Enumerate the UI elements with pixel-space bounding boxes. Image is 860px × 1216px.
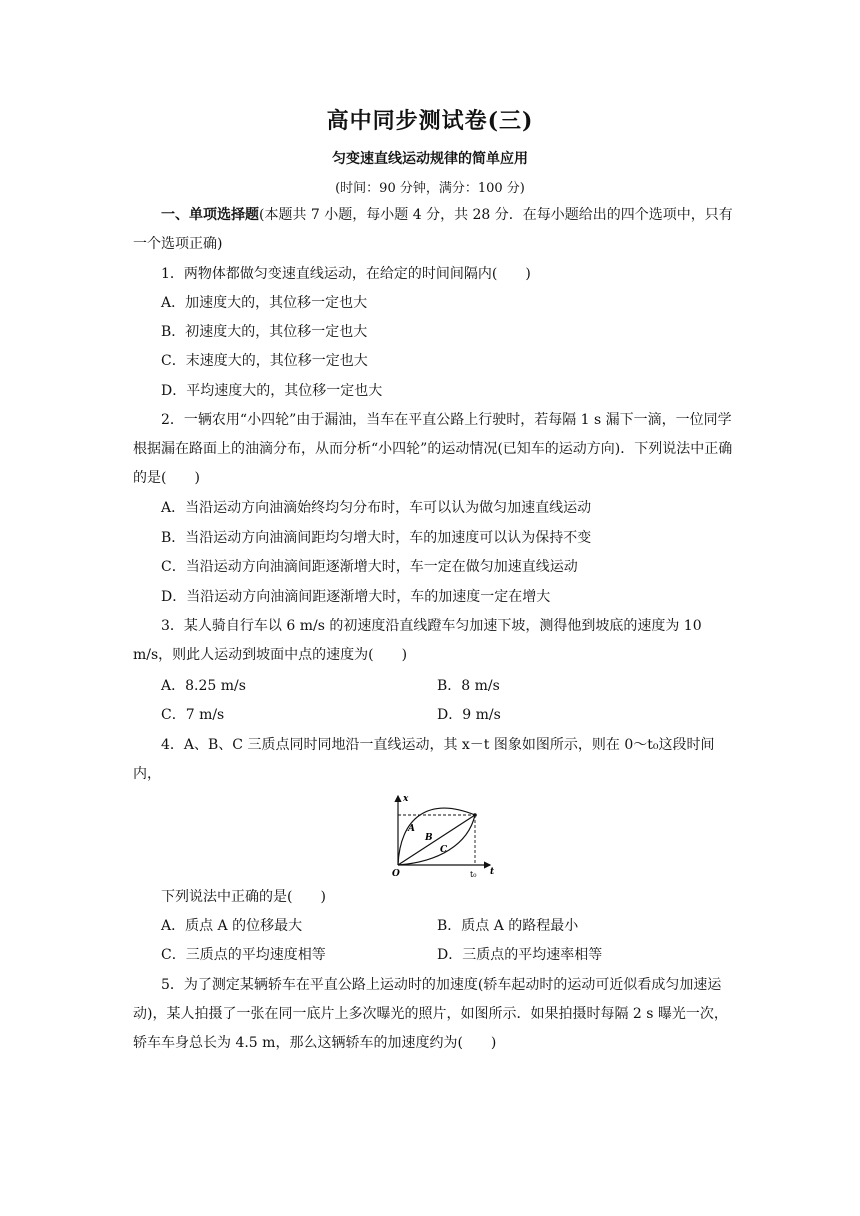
question-3-option-b[interactable]: B．8 m/s: [437, 678, 500, 694]
section-heading: [133, 201, 733, 259]
question-4-option-a[interactable]: A．质点 A 的位移最大: [161, 918, 303, 934]
line-b: [398, 815, 475, 865]
section-description: (本题共 7 小题，每小题 4 分，共 28 分．在每小题给出的四个选项中，只有一个选项正确): [133, 207, 733, 252]
exam-meta: (时间：90 分钟，满分：100 分): [335, 181, 525, 196]
question-3-stem: 3．某人骑自行车以 6 m/s 的初速度沿直线蹬车匀加速下坡，测得他到坡底的速度为 10 m/s，则此人运动到坡面中点的速度为( ): [133, 618, 702, 663]
question-2-option-d[interactable]: D．当沿运动方向油滴间距逐渐增大时，车的加速度一定在增大: [161, 589, 551, 605]
question-4-continuation: 下列说法中正确的是( ): [161, 889, 326, 905]
question-3-option-d[interactable]: D．9 m/s: [437, 707, 501, 723]
t0-label: t₀: [470, 870, 477, 879]
question-1-option-b[interactable]: B．初速度大的，其位移一定也大: [161, 324, 368, 340]
question-4-option-d[interactable]: D．三质点的平均速率相等: [437, 947, 603, 963]
question-1-option-a[interactable]: A．加速度大的，其位移一定也大: [161, 295, 368, 311]
question-2-option-c[interactable]: C．当沿运动方向油滴间距逐渐增大时，车一定在做匀加速直线运动: [161, 559, 578, 575]
page-subtitle: 匀变速直线运动规律的简单应用: [332, 151, 528, 167]
question-5-stem: 5．为了测定某辆轿车在平直公路上运动时的加速度(轿车起动时的运动可近似看成匀加速运动)，某人拍摄了一张在同一底片上多次曝光的照片，如图所示．如果拍摄时每隔 2 s 曝光一次，轿车车身总长为 4.5 m，那么这辆轿车的加速度约为( ): [133, 977, 728, 1051]
question-4-stem: 4．A、B、C 三质点同时同地沿一直线运动，其 x－t 图象如图所示，则在 0～t₀这段时间内，: [133, 737, 715, 782]
page-title: 高中同步测试卷(三): [326, 108, 534, 134]
question-4-option-b[interactable]: B．质点 A 的路程最小: [437, 918, 579, 934]
question-1-option-c[interactable]: C．末速度大的，其位移一定也大: [161, 353, 368, 369]
section-title: 一、单项选择题: [161, 207, 259, 223]
question-2-stem: 2．一辆农用“小四轮”由于漏油，当车在平直公路上行驶时，若每隔 1 s 漏下一滴，一位同学根据漏在路面上的油滴分布，从而分析“小四轮”的运动情况(已知车的运动方向)．下列说法中正确的是( ): [133, 412, 733, 486]
question-4-xt-graph: [388, 790, 500, 882]
curve-c-label: C: [440, 845, 448, 855]
question-1-option-d[interactable]: D．平均速度大的，其位移一定也大: [161, 383, 383, 399]
end-point: [473, 813, 477, 817]
origin-label: O: [392, 869, 400, 879]
question-1-stem: 1．两物体都做匀变速直线运动，在给定的时间间隔内( ): [161, 266, 531, 282]
question-3-option-a[interactable]: A．8.25 m/s: [161, 678, 246, 694]
question-2-option-a[interactable]: A．当沿运动方向油滴始终均匀分布时，车可以认为做匀加速直线运动: [161, 500, 592, 516]
y-axis-label: x: [403, 794, 409, 804]
curve-b-label: B: [425, 833, 433, 843]
question-2-option-b[interactable]: B．当沿运动方向油滴间距均匀增大时，车的加速度可以认为保持不变: [161, 530, 592, 546]
question-3-option-c[interactable]: C．7 m/s: [161, 707, 225, 723]
x-axis-label: t: [490, 867, 495, 877]
curve-a-label: A: [408, 824, 415, 834]
question-4-option-c[interactable]: C．三质点的平均速度相等: [161, 947, 326, 963]
